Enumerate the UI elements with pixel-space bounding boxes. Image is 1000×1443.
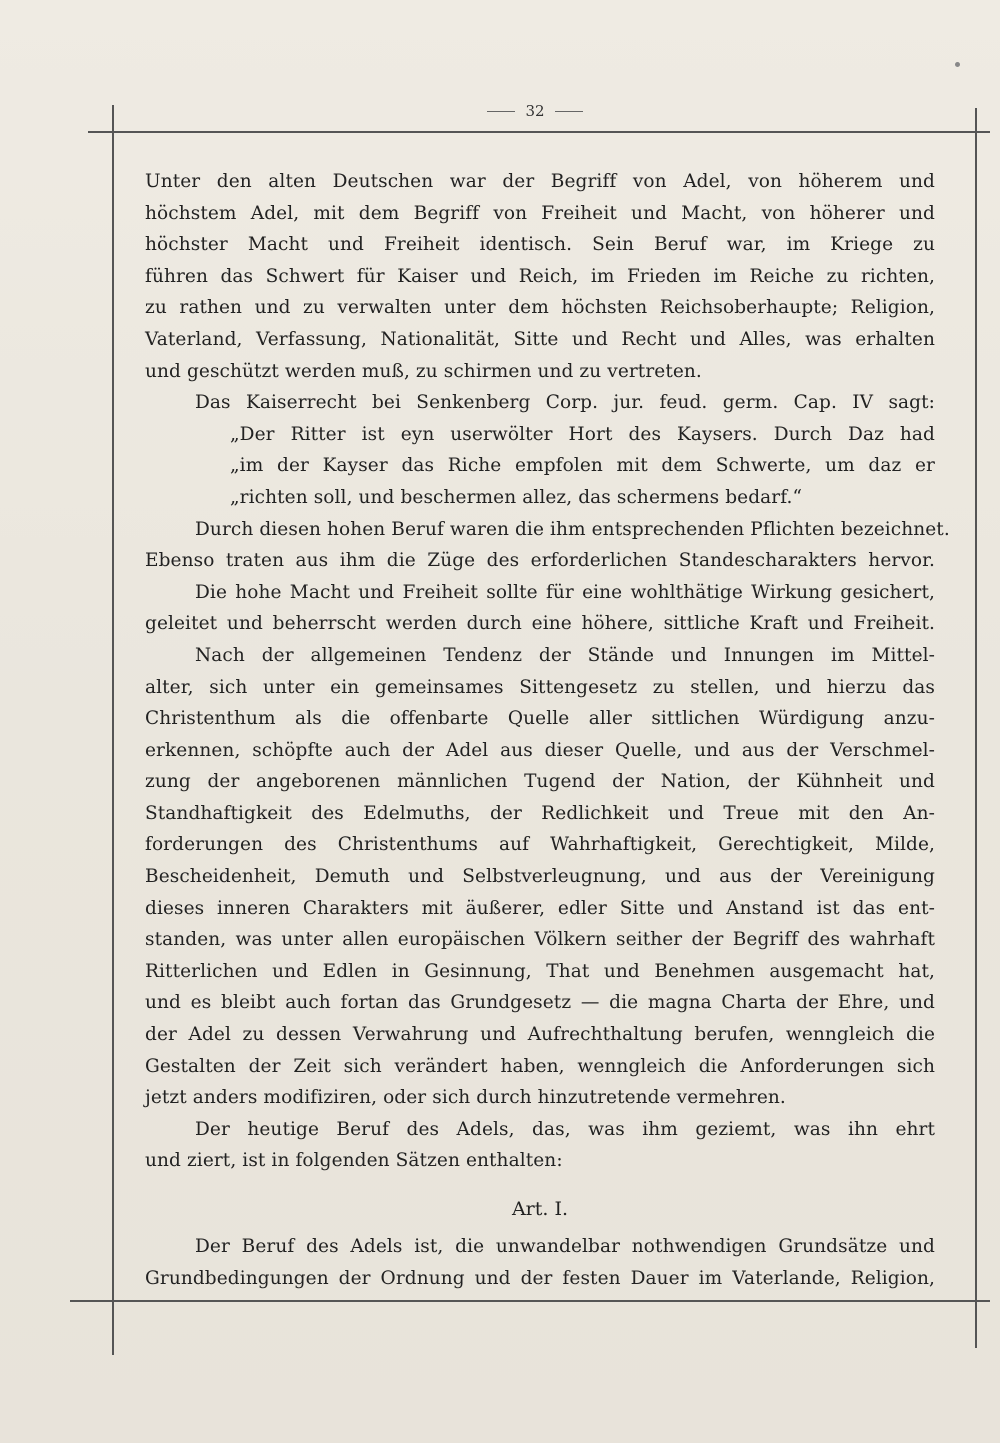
text-line: und geschützt werden muß, zu schirmen und zu vertreten.: [145, 360, 702, 382]
left-margin-rule: [112, 105, 114, 1355]
text-line: Christenthum als die offenbarte Quelle aller sittlichen Würdigung anzu-: [145, 708, 935, 730]
right-margin-rule: [975, 108, 977, 1348]
text-line: Durch diesen hohen Beruf waren die ihm entsprechenden Pflichten bezeichnet.: [195, 518, 950, 540]
scan-speck: [955, 62, 960, 67]
text-line: Gestalten der Zeit sich verändert haben, wenngleich die Anforderungen sich: [145, 1055, 935, 1077]
header-dash-left: [487, 111, 515, 112]
quote-line: „im der Kayser das Riche empfolen mit dem Schwerte, um daz er: [230, 455, 935, 477]
text-line: Nach der allgemeinen Tendenz der Stände und Innungen im Mittel-: [195, 644, 935, 666]
header-dash-right: [555, 111, 583, 112]
text-line: zu rathen und zu verwalten unter dem höchsten Reichsoberhaupte; Religion,: [145, 297, 935, 319]
text-line: höchster Macht und Freiheit identisch. Sein Beruf war, im Kriege zu: [145, 234, 935, 256]
text-line: forderungen des Christenthums auf Wahrhaftigkeit, Gerechtigkeit, Milde,: [145, 834, 935, 856]
text-line: und es bleibt auch fortan das Grundgesetz — die magna Charta der Ehre, und: [145, 992, 935, 1014]
article-heading: Art. I.: [511, 1198, 569, 1220]
quote-line: „richten soll, und beschermen allez, das schermens bedarf.“: [230, 486, 803, 508]
article-text-line: Grundbedingungen der Ordnung und der festen Dauer im Vaterlande, Religion,: [145, 1267, 935, 1289]
text-line: geleitet und beherrscht werden durch eine höhere, sittliche Kraft und Freiheit.: [145, 613, 935, 635]
text-line: dieses inneren Charakters mit äußerer, edler Sitte und Anstand ist das ent-: [145, 897, 935, 919]
text-line: Bescheidenheit, Demuth und Selbstverleugnung, und aus der Vereinigung: [145, 866, 935, 888]
text-line: erkennen, schöpfte auch der Adel aus dieser Quelle, und aus der Verschmel-: [145, 739, 935, 761]
text-line: jetzt anders modifiziren, oder sich durch hinzutretende vermehren.: [145, 1087, 786, 1109]
text-line: und ziert, ist in folgenden Sätzen enthalten:: [145, 1150, 563, 1172]
text-line: der Adel zu dessen Verwahrung und Aufrechthaltung berufen, wenngleich die: [145, 1024, 935, 1046]
text-line: alter, sich unter ein gemeinsames Sittengesetz zu stellen, und hierzu das: [145, 676, 935, 698]
page-number: 32: [525, 102, 545, 120]
top-rule: [88, 131, 990, 133]
text-line: zung der angeborenen männlichen Tugend der Nation, der Kühnheit und: [145, 771, 935, 793]
page-header: [470, 100, 600, 122]
bottom-rule: [70, 1300, 990, 1302]
text-line: Ritterlichen und Edlen in Gesinnung, That und Benehmen ausgemacht hat,: [145, 960, 935, 982]
text-line: höchstem Adel, mit dem Begriff von Freiheit und Macht, von höherer und: [145, 202, 935, 224]
article-text-line: Der Beruf des Adels ist, die unwandelbar nothwendigen Grundsätze und: [195, 1236, 935, 1257]
text-line: führen das Schwert für Kaiser und Reich, im Frieden im Reiche zu richten,: [145, 265, 935, 287]
text-line: Unter den alten Deutschen war der Begriff von Adel, von höherem und: [145, 171, 935, 192]
text-line: Der heutige Beruf des Adels, das, was ihm geziemt, was ihn ehrt: [195, 1118, 935, 1140]
quote-line: „Der Ritter ist eyn userwölter Hort des Kaysers. Durch Daz had: [230, 423, 935, 445]
text-line: Vaterland, Verfassung, Nationalität, Sitte und Recht und Alles, was erhalten: [145, 328, 935, 350]
text-line: Ebenso traten aus ihm die Züge des erforderlichen Standescharakters hervor.: [145, 550, 935, 572]
text-line: Die hohe Macht und Freiheit sollte für eine wohlthätige Wirkung gesichert,: [195, 581, 935, 603]
body-text: [145, 166, 950, 1294]
text-line: standen, was unter allen europäischen Völkern seither der Begriff des wahrhaft: [145, 929, 935, 951]
text-line: Standhaftigkeit des Edelmuths, der Redlichkeit und Treue mit den An-: [145, 802, 935, 824]
text-line: Das Kaiserrecht bei Senkenberg Corp. jur. feud. germ. Cap. IV sagt:: [195, 392, 935, 414]
